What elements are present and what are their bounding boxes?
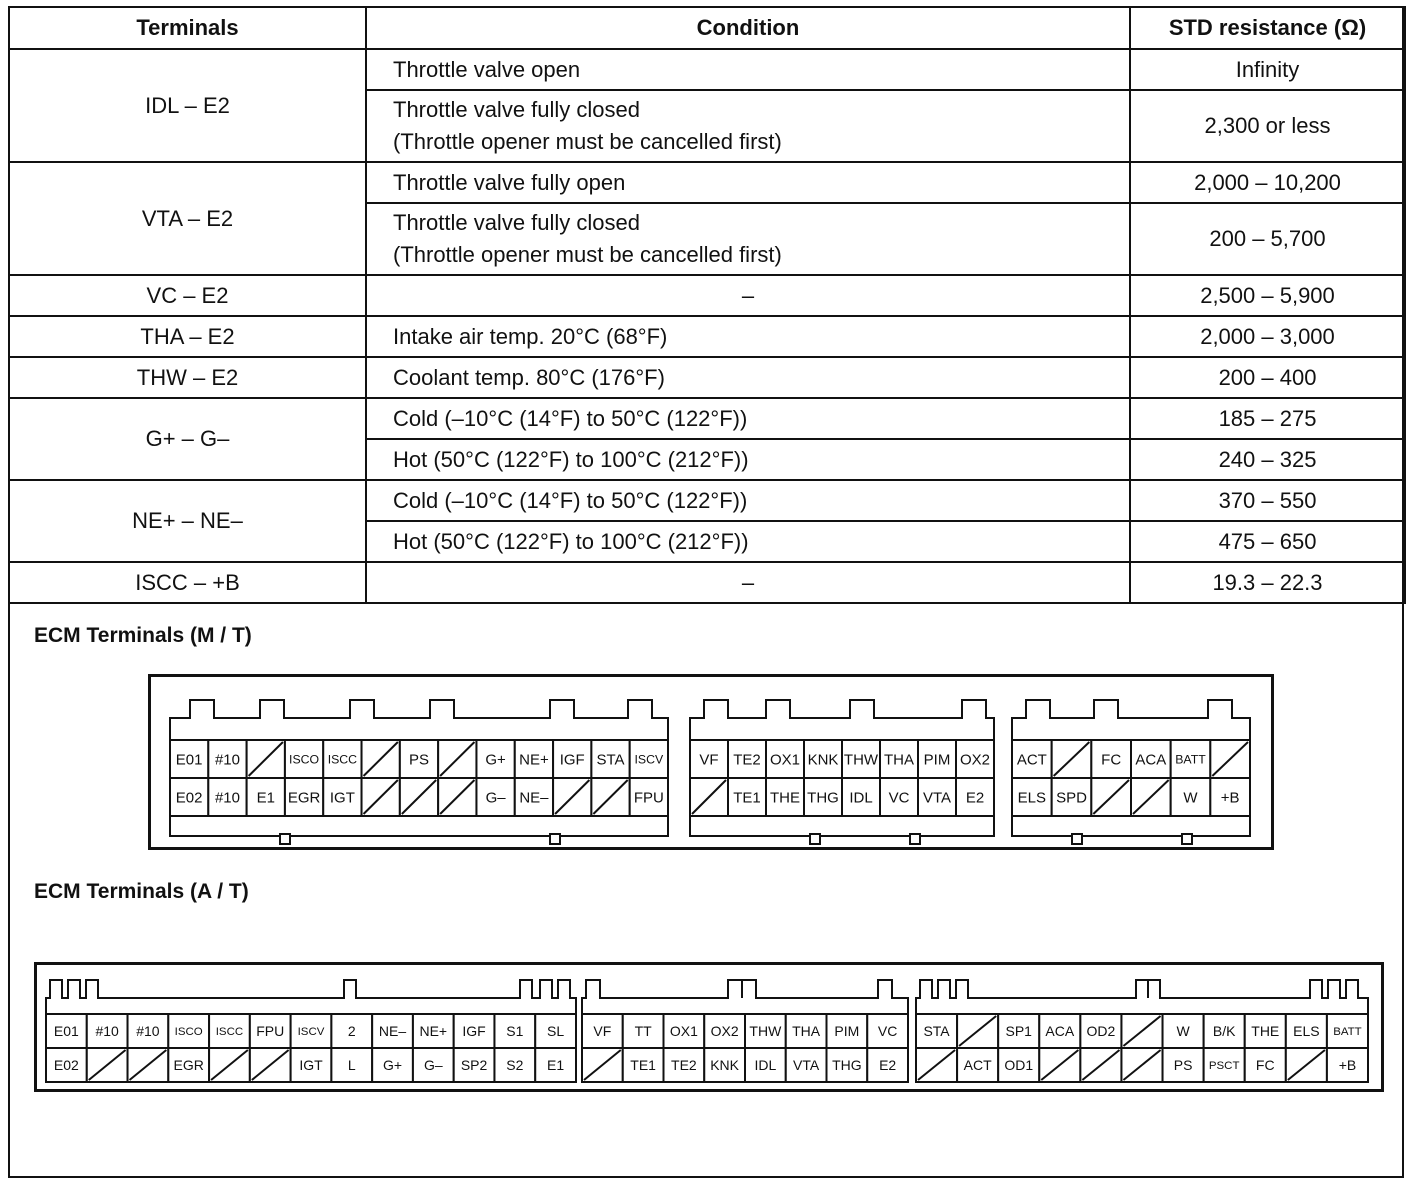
ecm-mt-connector-2	[690, 696, 994, 836]
terminal-pin	[582, 1014, 623, 1048]
terminal-pin	[438, 740, 476, 778]
svg-text:2: 2	[347, 1023, 356, 1040]
terminal-pin	[128, 1048, 169, 1082]
svg-text:VF: VF	[593, 1023, 612, 1040]
terminal-pin	[880, 778, 918, 816]
svg-text:ELS: ELS	[1017, 789, 1047, 807]
terminals-cell: NE+ – NE–	[9, 480, 366, 562]
svg-text:STA: STA	[923, 1023, 950, 1040]
terminal-pin	[1052, 740, 1092, 778]
svg-text:STA: STA	[596, 751, 625, 769]
terminal-pin	[1012, 740, 1052, 778]
terminal-pin	[476, 778, 514, 816]
svg-text:S2: S2	[506, 1057, 524, 1074]
terminal-pin	[1131, 778, 1171, 816]
terminal-pin	[247, 740, 285, 778]
svg-text:#10: #10	[136, 1023, 160, 1040]
terminal-pin	[250, 1048, 291, 1082]
svg-text:EGR: EGR	[287, 789, 321, 807]
terminal-pin	[168, 1048, 209, 1082]
svg-text:BATT: BATT	[1333, 1026, 1362, 1039]
terminal-pin	[664, 1048, 705, 1082]
ecm-at-connector-1	[46, 970, 576, 1082]
table-row	[9, 357, 1405, 398]
svg-text:VC: VC	[877, 1023, 898, 1040]
resistance-cell: Infinity	[1130, 49, 1405, 90]
svg-text:THA: THA	[792, 1023, 821, 1040]
svg-text:IGF: IGF	[559, 751, 585, 769]
terminal-pin	[372, 1048, 413, 1082]
ecm-mt-connector-3	[1012, 696, 1250, 836]
terminal-pin	[745, 1048, 786, 1082]
terminal-pin	[1163, 1048, 1204, 1082]
svg-text:G–: G–	[423, 1057, 443, 1074]
terminal-pin	[786, 1048, 827, 1082]
terminal-pin	[413, 1048, 454, 1082]
terminal-pin	[745, 1014, 786, 1048]
terminal-pin	[1286, 1048, 1327, 1082]
svg-text:PIM: PIM	[923, 751, 951, 769]
terminal-pin	[827, 1014, 868, 1048]
svg-text:G+: G+	[382, 1057, 403, 1074]
svg-text:OD1: OD1	[1004, 1057, 1034, 1074]
terminal-pin	[87, 1014, 128, 1048]
svg-text:FC: FC	[1101, 751, 1122, 769]
svg-text:#10: #10	[214, 789, 240, 807]
terminal-pin	[454, 1048, 495, 1082]
terminal-pin	[842, 778, 880, 816]
svg-text:L: L	[347, 1057, 356, 1074]
svg-text:PSCT: PSCT	[1208, 1060, 1240, 1073]
resistance-cell: 2,300 or less	[1130, 90, 1405, 162]
terminal-pin	[827, 1048, 868, 1082]
condition-cell: Throttle valve open	[366, 49, 1130, 90]
svg-text:W: W	[1183, 789, 1198, 807]
table-row	[9, 162, 1405, 203]
terminal-pin	[880, 740, 918, 778]
terminal-pin	[454, 1014, 495, 1048]
connector-latch	[1072, 834, 1082, 844]
header-resistance: STD resistance (Ω)	[1130, 7, 1405, 49]
table-row	[9, 398, 1405, 439]
terminal-pin	[957, 1048, 998, 1082]
terminal-pin	[998, 1048, 1039, 1082]
svg-text:#10: #10	[214, 751, 240, 769]
terminal-pin	[291, 1014, 332, 1048]
condition-cell: Intake air temp. 20°C (68°F)	[366, 316, 1130, 357]
terminal-pin	[956, 778, 994, 816]
table-row	[9, 316, 1405, 357]
ecm-at-title: ECM Terminals (A / T)	[34, 880, 249, 903]
resistance-cell: 200 – 400	[1130, 357, 1405, 398]
terminal-pin	[1204, 1014, 1245, 1048]
svg-text:W: W	[1176, 1023, 1190, 1040]
condition-cell: Coolant temp. 80°C (176°F)	[366, 357, 1130, 398]
svg-text:TE2: TE2	[671, 1057, 697, 1074]
svg-text:KNK: KNK	[710, 1057, 740, 1074]
svg-text:THE: THE	[1251, 1023, 1280, 1040]
terminal-pin	[1080, 1048, 1121, 1082]
terminal-pin	[1121, 1048, 1162, 1082]
terminal-pin	[766, 740, 804, 778]
svg-text:OX1: OX1	[769, 751, 801, 769]
ecm-at-connector-3	[916, 970, 1368, 1082]
terminal-pin	[1091, 740, 1131, 778]
header-condition: Condition	[366, 7, 1130, 49]
svg-text:IDL: IDL	[849, 789, 873, 807]
svg-text:ACT: ACT	[1016, 751, 1047, 769]
condition-cell: –	[366, 562, 1130, 603]
svg-text:OX2: OX2	[710, 1023, 739, 1040]
terminal-pin	[209, 1048, 250, 1082]
terminal-pin	[372, 1014, 413, 1048]
svg-text:ELS: ELS	[1293, 1023, 1320, 1040]
terminal-pin	[623, 1048, 664, 1082]
resistance-cell: 370 – 550	[1130, 480, 1405, 521]
terminal-pin	[623, 1014, 664, 1048]
resistance-cell: 2,000 – 10,200	[1130, 162, 1405, 203]
terminal-pin	[630, 778, 668, 816]
svg-text:PS: PS	[1173, 1057, 1193, 1074]
svg-text:ISCC: ISCC	[215, 1026, 244, 1039]
terminal-pin	[400, 778, 438, 816]
terminal-pin	[515, 740, 553, 778]
svg-text:G+: G+	[485, 751, 506, 769]
svg-text:ISCO: ISCO	[289, 752, 320, 767]
terminal-pin	[438, 778, 476, 816]
connector-latch	[550, 834, 560, 844]
svg-text:TE1: TE1	[733, 789, 761, 807]
svg-text:BATT: BATT	[1175, 752, 1206, 767]
terminal-pin	[704, 1048, 745, 1082]
terminal-pin	[1286, 1014, 1327, 1048]
svg-text:S1: S1	[506, 1023, 524, 1040]
terminal-pin	[690, 778, 728, 816]
terminal-pin	[1052, 778, 1092, 816]
terminal-pin	[918, 740, 956, 778]
condition-cell: Throttle valve fully closed (Throttle opener must be cancelled first)	[366, 203, 1130, 275]
svg-text:THG: THG	[807, 789, 839, 807]
terminals-cell: THW – E2	[9, 357, 366, 398]
svg-text:E1: E1	[547, 1057, 565, 1074]
terminal-pin	[331, 1014, 372, 1048]
ecm-mt-title: ECM Terminals (M / T)	[34, 624, 252, 647]
svg-text:ISCV: ISCV	[634, 752, 664, 767]
svg-text:TE2: TE2	[733, 751, 761, 769]
svg-text:OX1: OX1	[669, 1023, 698, 1040]
terminal-pin	[918, 778, 956, 816]
terminal-pin	[916, 1014, 957, 1048]
svg-text:PIM: PIM	[834, 1023, 860, 1040]
terminal-pin	[1163, 1014, 1204, 1048]
svg-text:E02: E02	[53, 1057, 79, 1074]
svg-text:E01: E01	[53, 1023, 79, 1040]
terminal-pin	[916, 1048, 957, 1082]
header-terminals: Terminals	[9, 7, 366, 49]
svg-text:VTA: VTA	[922, 789, 952, 807]
condition-cell: Hot (50°C (122°F) to 100°C (212°F))	[366, 521, 1130, 562]
svg-text:IGT: IGT	[329, 789, 355, 807]
svg-text:FPU: FPU	[256, 1023, 285, 1040]
svg-text:E1: E1	[256, 789, 275, 807]
svg-text:VF: VF	[699, 751, 719, 769]
terminal-pin	[362, 740, 400, 778]
svg-text:IDL: IDL	[754, 1057, 777, 1074]
svg-text:PS: PS	[408, 751, 430, 769]
terminals-cell: IDL – E2	[9, 49, 366, 162]
terminal-pin	[494, 1014, 535, 1048]
terminal-pin	[413, 1014, 454, 1048]
svg-text:E01: E01	[175, 751, 203, 769]
terminal-pin	[1327, 1048, 1368, 1082]
connector-latch	[810, 834, 820, 844]
svg-text:ACT: ACT	[963, 1057, 992, 1074]
terminal-pin	[766, 778, 804, 816]
svg-text:+B: +B	[1220, 789, 1240, 807]
terminal-pin	[664, 1014, 705, 1048]
svg-text:THW: THW	[843, 751, 879, 769]
condition-cell: Throttle valve fully open	[366, 162, 1130, 203]
terminal-pin	[1245, 1048, 1286, 1082]
terminal-pin	[1012, 778, 1052, 816]
svg-text:IGF: IGF	[462, 1023, 486, 1040]
svg-text:OX2: OX2	[959, 751, 991, 769]
condition-cell: Throttle valve fully closed (Throttle opener must be cancelled first)	[366, 90, 1130, 162]
terminals-cell: VC – E2	[9, 275, 366, 316]
svg-text:SPD: SPD	[1056, 789, 1087, 807]
terminal-pin	[476, 740, 514, 778]
terminal-pin	[591, 740, 629, 778]
terminal-pin	[208, 778, 246, 816]
table-row	[9, 275, 1405, 316]
terminal-pin	[1210, 740, 1250, 778]
terminal-pin	[867, 1048, 908, 1082]
terminal-pin	[728, 740, 766, 778]
terminal-pin	[1171, 740, 1211, 778]
svg-text:SL: SL	[547, 1023, 565, 1040]
svg-text:EGR: EGR	[173, 1057, 204, 1074]
terminal-pin	[323, 778, 361, 816]
terminals-cell: ISCC – +B	[9, 562, 366, 603]
svg-text:THE: THE	[770, 789, 800, 807]
svg-text:E2: E2	[965, 789, 985, 807]
terminal-pin	[786, 1014, 827, 1048]
svg-text:SP2: SP2	[460, 1057, 488, 1074]
terminal-pin	[1091, 778, 1131, 816]
resistance-cell: 19.3 – 22.3	[1130, 562, 1405, 603]
svg-text:ISCC: ISCC	[327, 752, 358, 767]
condition-cell: –	[366, 275, 1130, 316]
terminal-pin	[867, 1014, 908, 1048]
svg-text:VTA: VTA	[793, 1057, 820, 1074]
terminal-pin	[553, 778, 591, 816]
svg-text:VC: VC	[888, 789, 910, 807]
connector-latch	[910, 834, 920, 844]
svg-text:FC: FC	[1255, 1057, 1275, 1074]
terminal-pin	[956, 740, 994, 778]
terminal-pin	[1080, 1014, 1121, 1048]
terminal-pin	[690, 740, 728, 778]
table-row	[9, 562, 1405, 603]
table-row	[9, 49, 1405, 90]
table-header-row	[9, 7, 1405, 49]
terminal-pin	[515, 778, 553, 816]
terminal-pin	[285, 740, 323, 778]
terminal-pin	[250, 1014, 291, 1048]
terminal-pin	[128, 1014, 169, 1048]
terminal-pin	[209, 1014, 250, 1048]
terminals-cell: G+ – G–	[9, 398, 366, 480]
terminal-pin	[291, 1048, 332, 1082]
terminal-pin	[323, 740, 361, 778]
svg-text:+B: +B	[1338, 1057, 1357, 1074]
terminal-pin	[331, 1048, 372, 1082]
terminals-cell: VTA – E2	[9, 162, 366, 275]
terminal-pin	[1121, 1014, 1162, 1048]
resistance-cell: 185 – 275	[1130, 398, 1405, 439]
resistance-cell: 475 – 650	[1130, 521, 1405, 562]
terminal-pin	[400, 740, 438, 778]
terminal-pin	[362, 778, 400, 816]
svg-text:THG: THG	[832, 1057, 862, 1074]
terminals-cell: THA – E2	[9, 316, 366, 357]
terminal-pin	[957, 1014, 998, 1048]
terminal-pin	[535, 1014, 576, 1048]
terminal-pin	[582, 1048, 623, 1082]
terminal-pin	[208, 740, 246, 778]
terminal-pin	[494, 1048, 535, 1082]
svg-text:B/K: B/K	[1212, 1023, 1236, 1040]
terminal-pin	[998, 1014, 1039, 1048]
terminal-pin	[87, 1048, 128, 1082]
svg-text:NE+: NE+	[419, 1023, 448, 1040]
terminal-pin	[553, 740, 591, 778]
terminal-pin	[247, 778, 285, 816]
terminal-pin	[1245, 1014, 1286, 1048]
svg-text:NE+: NE+	[519, 751, 549, 769]
svg-text:IGT: IGT	[299, 1057, 323, 1074]
svg-text:KNK: KNK	[807, 751, 839, 769]
terminal-pin	[1327, 1014, 1368, 1048]
svg-text:OD2: OD2	[1086, 1023, 1116, 1040]
resistance-cell: 240 – 325	[1130, 439, 1405, 480]
terminal-pin	[804, 740, 842, 778]
terminal-pin	[728, 778, 766, 816]
terminal-pin	[1131, 740, 1171, 778]
ecm-at-connector-2	[582, 970, 908, 1082]
resistance-cell: 2,000 – 3,000	[1130, 316, 1405, 357]
terminal-pin	[591, 778, 629, 816]
terminal-pin	[170, 740, 208, 778]
terminal-pin	[1039, 1048, 1080, 1082]
svg-text:THA: THA	[884, 751, 914, 769]
svg-text:E2: E2	[879, 1057, 897, 1074]
terminal-pin	[1171, 778, 1211, 816]
svg-text:ISCV: ISCV	[297, 1026, 325, 1039]
terminal-pin	[1210, 778, 1250, 816]
terminal-pin	[804, 778, 842, 816]
resistance-cell: 200 – 5,700	[1130, 203, 1405, 275]
condition-cell: Cold (–10°C (14°F) to 50°C (122°F))	[366, 398, 1130, 439]
svg-text:ACA: ACA	[1045, 1023, 1075, 1040]
terminal-pin	[285, 778, 323, 816]
terminal-pin	[704, 1014, 745, 1048]
table-row	[9, 480, 1405, 521]
svg-text:SP1: SP1	[1005, 1023, 1032, 1040]
svg-text:NE–: NE–	[378, 1023, 407, 1040]
terminal-pin	[630, 740, 668, 778]
condition-cell: Hot (50°C (122°F) to 100°C (212°F))	[366, 439, 1130, 480]
terminal-pin	[1039, 1014, 1080, 1048]
svg-text:#10: #10	[95, 1023, 119, 1040]
resistance-spec-table	[8, 6, 1406, 604]
svg-text:NE–: NE–	[519, 789, 549, 807]
svg-text:TE1: TE1	[630, 1057, 656, 1074]
svg-text:ACA: ACA	[1135, 751, 1167, 769]
resistance-cell: 2,500 – 5,900	[1130, 275, 1405, 316]
svg-text:E02: E02	[175, 789, 203, 807]
svg-text:FPU: FPU	[633, 789, 664, 807]
connector-latch	[280, 834, 290, 844]
terminal-pin	[168, 1014, 209, 1048]
condition-cell: Cold (–10°C (14°F) to 50°C (122°F))	[366, 480, 1130, 521]
terminal-pin	[170, 778, 208, 816]
terminal-pin	[842, 740, 880, 778]
svg-text:THW: THW	[749, 1023, 782, 1040]
terminal-pin	[535, 1048, 576, 1082]
terminal-pin	[46, 1014, 87, 1048]
svg-text:TT: TT	[634, 1023, 652, 1040]
terminal-pin	[1204, 1048, 1245, 1082]
terminal-pin	[46, 1048, 87, 1082]
svg-text:G–: G–	[485, 789, 506, 807]
connector-latch	[1182, 834, 1192, 844]
svg-text:ISCO: ISCO	[174, 1026, 203, 1039]
ecm-mt-connector-1	[170, 696, 668, 836]
